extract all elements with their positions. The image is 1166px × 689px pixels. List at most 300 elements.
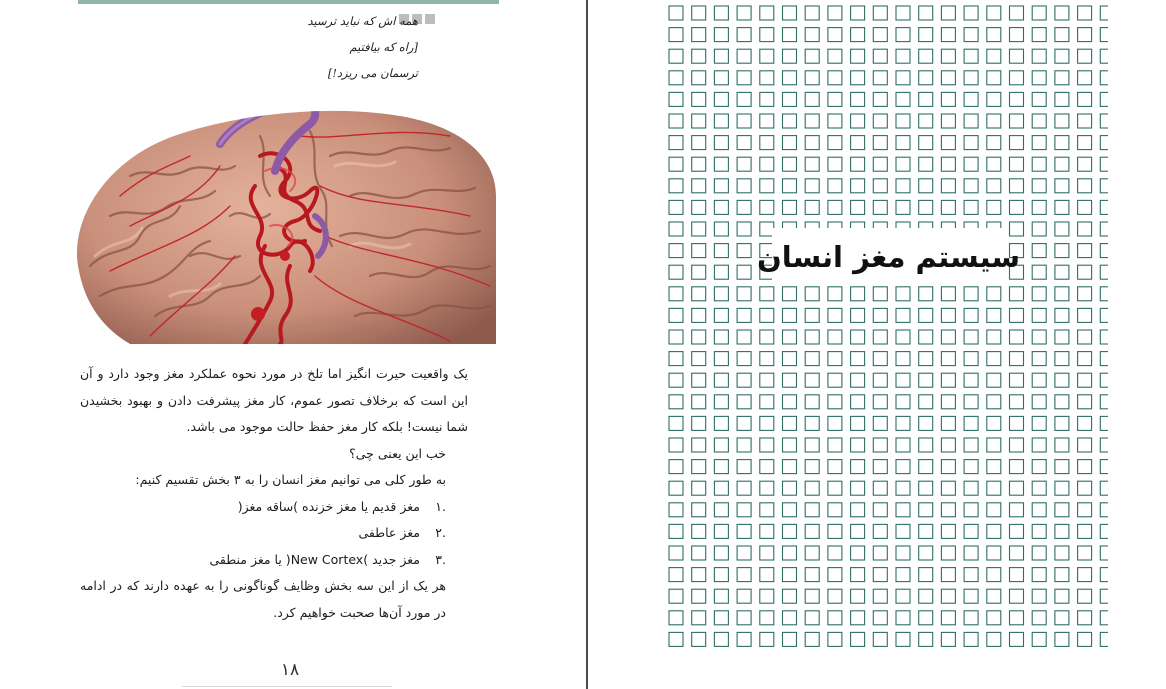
- grid-square: [873, 589, 887, 603]
- grid-square: [1078, 589, 1092, 603]
- grid-square: [1078, 568, 1092, 582]
- grid-square: [964, 179, 978, 193]
- grid-square: [737, 222, 751, 236]
- grid-square: [1078, 373, 1092, 387]
- grid-square: [805, 200, 819, 214]
- grid-square: [783, 49, 797, 63]
- grid-square: [783, 611, 797, 625]
- grid-square: [1010, 179, 1024, 193]
- grid-square: [941, 395, 955, 409]
- grid-square: [805, 287, 819, 301]
- grid-square: [737, 92, 751, 106]
- grid-square: [964, 92, 978, 106]
- grid-square: [737, 395, 751, 409]
- grid-square: [964, 287, 978, 301]
- grid-square: [805, 438, 819, 452]
- grid-square: [873, 287, 887, 301]
- grid-square: [919, 330, 933, 344]
- grid-square: [714, 157, 728, 171]
- grid-square: [669, 49, 683, 63]
- grid-square: [873, 308, 887, 322]
- grid-square: [851, 589, 865, 603]
- grid-square: [964, 632, 978, 646]
- grid-square: [851, 632, 865, 646]
- grid-square: [964, 114, 978, 128]
- grid-square: [896, 6, 910, 20]
- grid-square: [737, 308, 751, 322]
- grid-square: [714, 589, 728, 603]
- grid-square: [714, 136, 728, 150]
- grid-square: [873, 28, 887, 42]
- grid-square: [873, 632, 887, 646]
- grid-square: [828, 503, 842, 517]
- grid-square: [941, 481, 955, 495]
- grid-square: [1055, 92, 1069, 106]
- grid-square: [941, 92, 955, 106]
- grid-square: [1055, 222, 1069, 236]
- intro-line: به طور کلی می توانیم مغز انسان را به ۳ بخش تقسیم کنیم:: [135, 472, 446, 487]
- grid-square: [1010, 352, 1024, 366]
- grid-square: [1078, 265, 1092, 279]
- grid-square: [1078, 546, 1092, 560]
- grid-square: [1055, 330, 1069, 344]
- grid-square: [1055, 244, 1069, 258]
- grid-square: [896, 287, 910, 301]
- grid-square: [692, 460, 706, 474]
- grid-square: [737, 179, 751, 193]
- grid-square: [669, 179, 683, 193]
- grid-square: [1055, 157, 1069, 171]
- grid-square: [941, 632, 955, 646]
- grid-square: [737, 49, 751, 63]
- grid-square: [1010, 481, 1024, 495]
- grid-square: [1010, 546, 1024, 560]
- grid-square: [919, 287, 933, 301]
- grid-square: [669, 373, 683, 387]
- grid-square: [1032, 92, 1046, 106]
- grid-square: [919, 308, 933, 322]
- quote-line-2: [راه که بيافتيم: [349, 40, 418, 54]
- grid-square: [1078, 481, 1092, 495]
- grid-square: [896, 503, 910, 517]
- grid-square: [692, 330, 706, 344]
- grid-square: [805, 460, 819, 474]
- body-text: [80, 361, 468, 626]
- grid-square: [714, 568, 728, 582]
- grid-square: [1078, 28, 1092, 42]
- brain-parts-list: [80, 494, 468, 574]
- grid-square: [692, 373, 706, 387]
- grid-square: [964, 157, 978, 171]
- grid-square: [783, 6, 797, 20]
- grid-square: [828, 330, 842, 344]
- grid-square: [828, 481, 842, 495]
- grid-square: [669, 438, 683, 452]
- grid-square: [669, 6, 683, 20]
- grid-square: [1010, 568, 1024, 582]
- grid-square: [1055, 589, 1069, 603]
- grid-square: [1100, 438, 1108, 452]
- grid-square: [1032, 481, 1046, 495]
- grid-square: [805, 481, 819, 495]
- grid-square: [783, 589, 797, 603]
- grid-square: [873, 6, 887, 20]
- grid-square: [941, 114, 955, 128]
- grid-square: [896, 92, 910, 106]
- grid-square: [1055, 179, 1069, 193]
- grid-square: [783, 503, 797, 517]
- grid-square: [964, 373, 978, 387]
- grid-square: [783, 71, 797, 85]
- grid-square: [714, 265, 728, 279]
- grid-square: [1010, 136, 1024, 150]
- grid-square: [714, 460, 728, 474]
- grid-square: [896, 632, 910, 646]
- grid-square: [873, 416, 887, 430]
- grid-square: [828, 438, 842, 452]
- grid-square: [941, 438, 955, 452]
- grid-square: [919, 568, 933, 582]
- grid-square: [692, 568, 706, 582]
- grid-square: [919, 416, 933, 430]
- grid-square: [1032, 114, 1046, 128]
- grid-square: [1032, 395, 1046, 409]
- grid-square: [987, 589, 1001, 603]
- grid-square: [851, 395, 865, 409]
- grid-square: [805, 546, 819, 560]
- grid-square: [714, 373, 728, 387]
- grid-square: [737, 373, 751, 387]
- grid-square: [1032, 200, 1046, 214]
- grid-square: [805, 114, 819, 128]
- grid-square: [964, 568, 978, 582]
- grid-square: [941, 568, 955, 582]
- grid-square: [760, 330, 774, 344]
- grid-square: [1032, 222, 1046, 236]
- grid-square: [760, 6, 774, 20]
- grid-square: [828, 6, 842, 20]
- grid-square: [1010, 92, 1024, 106]
- grid-square: [941, 460, 955, 474]
- grid-square: [919, 352, 933, 366]
- grid-square: [896, 49, 910, 63]
- grid-square: [896, 568, 910, 582]
- grid-square: [987, 546, 1001, 560]
- grid-square: [1010, 438, 1024, 452]
- grid-square: [919, 71, 933, 85]
- grid-square: [873, 179, 887, 193]
- grid-square: [987, 71, 1001, 85]
- grid-square: [692, 136, 706, 150]
- grid-square: [964, 481, 978, 495]
- grid-square: [941, 49, 955, 63]
- grid-square: [714, 6, 728, 20]
- grid-square: [692, 632, 706, 646]
- grid-square: [964, 352, 978, 366]
- grid-square: [669, 222, 683, 236]
- grid-square: [919, 157, 933, 171]
- square-grid-pattern: [668, 5, 1108, 655]
- grid-square: [873, 373, 887, 387]
- grid-square: [919, 503, 933, 517]
- grid-square: [987, 6, 1001, 20]
- grid-square: [1032, 136, 1046, 150]
- grid-square: [669, 287, 683, 301]
- grid-square: [692, 308, 706, 322]
- grid-square: [737, 200, 751, 214]
- grid-square: [828, 92, 842, 106]
- grid-square: [1010, 49, 1024, 63]
- grid-square: [828, 460, 842, 474]
- grid-square: [896, 308, 910, 322]
- grid-square: [919, 524, 933, 538]
- grid-square: [692, 546, 706, 560]
- grid-square: [714, 222, 728, 236]
- grid-square: [851, 6, 865, 20]
- grid-square: [1032, 6, 1046, 20]
- grid-square: [851, 568, 865, 582]
- grid-square: [714, 28, 728, 42]
- grid-square: [714, 179, 728, 193]
- grid-square: [1010, 611, 1024, 625]
- grid-square: [919, 49, 933, 63]
- grid-square: [737, 546, 751, 560]
- grid-square: [1055, 460, 1069, 474]
- grid-square: [737, 330, 751, 344]
- grid-square: [1078, 416, 1092, 430]
- grid-square: [1032, 179, 1046, 193]
- grid-square: [783, 352, 797, 366]
- grid-square: [941, 546, 955, 560]
- grid-square: [783, 157, 797, 171]
- grid-square: [987, 179, 1001, 193]
- grid-square: [714, 611, 728, 625]
- grid-square: [1032, 28, 1046, 42]
- grid-square: [737, 265, 751, 279]
- grid-square: [851, 611, 865, 625]
- grid-square: [714, 71, 728, 85]
- grid-square: [1100, 222, 1108, 236]
- grid-square: [1078, 6, 1092, 20]
- grid-square: [669, 114, 683, 128]
- grid-square: [714, 308, 728, 322]
- grid-square: [737, 589, 751, 603]
- grid-square: [1032, 308, 1046, 322]
- grid-square: [805, 589, 819, 603]
- grid-square: [714, 200, 728, 214]
- grid-square: [873, 92, 887, 106]
- grid-square: [669, 200, 683, 214]
- grid-square: [783, 460, 797, 474]
- grid-square: [669, 136, 683, 150]
- grid-square: [669, 308, 683, 322]
- grid-square: [737, 28, 751, 42]
- grid-square: [828, 611, 842, 625]
- grid-square: [737, 136, 751, 150]
- grid-square: [964, 200, 978, 214]
- grid-square: [1055, 611, 1069, 625]
- grid-square: [828, 373, 842, 387]
- grid-square: [714, 524, 728, 538]
- grid-square: [669, 92, 683, 106]
- grid-square: [1078, 460, 1092, 474]
- grid-square: [896, 157, 910, 171]
- top-accent-bar: [78, 0, 499, 4]
- grid-square: [760, 481, 774, 495]
- quote-line-3: ترسمان می ريزد!]: [327, 66, 418, 80]
- grid-square: [1010, 114, 1024, 128]
- grid-square: [1010, 373, 1024, 387]
- grid-square: [805, 568, 819, 582]
- grid-square: [669, 503, 683, 517]
- grid-square: [919, 114, 933, 128]
- grid-square: [714, 114, 728, 128]
- grid-square: [987, 611, 1001, 625]
- grid-square: [1055, 308, 1069, 322]
- grid-square: [1078, 438, 1092, 452]
- grid-square: [919, 179, 933, 193]
- grid-square: [1032, 568, 1046, 582]
- grid-square: [1010, 200, 1024, 214]
- paragraph-1: یک واقعیت حیرت انگیز اما تلخ در مورد نحوه عملکرد مغز وجود دارد و آن این است که برخلاف تصور عموم، کار مغز پیشرفت دادن و بهبود بخشیدن شما نیست! بلکه کار مغز حفظ حالت موجود می باشد.: [80, 366, 468, 434]
- grid-square: [987, 352, 1001, 366]
- grid-square: [714, 546, 728, 560]
- grid-square: [669, 157, 683, 171]
- grid-square: [692, 438, 706, 452]
- grid-square: [692, 179, 706, 193]
- grid-square: [896, 416, 910, 430]
- grid-square: [1100, 589, 1108, 603]
- grid-square: [760, 136, 774, 150]
- grid-square: [737, 568, 751, 582]
- grid-square: [828, 395, 842, 409]
- grid-square: [851, 308, 865, 322]
- grid-square: [692, 92, 706, 106]
- grid-square: [941, 28, 955, 42]
- grid-square: [828, 114, 842, 128]
- grid-square: [669, 611, 683, 625]
- grid-square: [873, 200, 887, 214]
- grid-square: [783, 395, 797, 409]
- grid-square: [783, 308, 797, 322]
- grid-square: [964, 524, 978, 538]
- grid-square: [1032, 330, 1046, 344]
- grid-square: [896, 611, 910, 625]
- grid-square: [1100, 244, 1108, 258]
- grid-square: [714, 352, 728, 366]
- grid-square: [1010, 589, 1024, 603]
- grid-square: [1100, 352, 1108, 366]
- grid-square: [1032, 71, 1046, 85]
- grid-square: [1055, 287, 1069, 301]
- grid-square: [896, 481, 910, 495]
- grid-square: [987, 503, 1001, 517]
- grid-square: [1100, 568, 1108, 582]
- grid-square: [692, 395, 706, 409]
- grid-square: [828, 49, 842, 63]
- grid-square: [692, 6, 706, 20]
- grid-square: [1078, 352, 1092, 366]
- grid-square: [964, 308, 978, 322]
- grid-square: [805, 157, 819, 171]
- grid-square: [760, 611, 774, 625]
- grid-square: [1010, 222, 1024, 236]
- grid-square: [1055, 503, 1069, 517]
- grid-square: [1078, 503, 1092, 517]
- grid-square: [1078, 244, 1092, 258]
- grid-square: [964, 330, 978, 344]
- grid-square: [896, 524, 910, 538]
- grid-square: [919, 546, 933, 560]
- grid-square: [964, 503, 978, 517]
- grid-square: [964, 546, 978, 560]
- grid-square: [1010, 330, 1024, 344]
- grid-square: [1100, 49, 1108, 63]
- grid-square: [987, 28, 1001, 42]
- grid-square: [669, 71, 683, 85]
- grid-square: [1010, 524, 1024, 538]
- grid-square: [1032, 524, 1046, 538]
- grid-square: [1055, 28, 1069, 42]
- grid-square: [669, 28, 683, 42]
- grid-square: [805, 524, 819, 538]
- grid-square: [737, 352, 751, 366]
- list-item: .۳مغز جدید )New Cortex( یا مغز منطقی: [209, 551, 446, 567]
- chapter-title: سیستم مغز انسان: [757, 240, 1020, 274]
- brain-illustration: [70, 96, 496, 344]
- list-item: .۲مغز عاطفی: [358, 525, 446, 540]
- grid-square: [760, 373, 774, 387]
- grid-square: [783, 92, 797, 106]
- grid-square: [760, 28, 774, 42]
- grid-square: [987, 524, 1001, 538]
- grid-square: [1100, 28, 1108, 42]
- grid-square: [987, 481, 1001, 495]
- grid-square: [941, 157, 955, 171]
- grid-square: [964, 395, 978, 409]
- grid-square: [941, 179, 955, 193]
- grid-square: [805, 49, 819, 63]
- grid-square: [987, 416, 1001, 430]
- grid-square: [828, 632, 842, 646]
- grid-square: [873, 460, 887, 474]
- grid-square: [987, 92, 1001, 106]
- grid-square: [783, 546, 797, 560]
- grid-square: [941, 503, 955, 517]
- grid-square: [714, 438, 728, 452]
- grid-square: [760, 438, 774, 452]
- grid-square: [896, 438, 910, 452]
- grid-square: [851, 49, 865, 63]
- grid-square: [1078, 71, 1092, 85]
- grid-square: [714, 92, 728, 106]
- grid-square: [692, 28, 706, 42]
- grid-square: [873, 114, 887, 128]
- grid-square: [964, 136, 978, 150]
- grid-square: [1100, 395, 1108, 409]
- grid-square: [1010, 287, 1024, 301]
- grid-square: [805, 352, 819, 366]
- grid-square: [669, 568, 683, 582]
- grid-square: [669, 546, 683, 560]
- grid-square: [1055, 114, 1069, 128]
- grid-square: [896, 395, 910, 409]
- grid-square: [828, 179, 842, 193]
- grid-square: [851, 200, 865, 214]
- grid-square: [805, 503, 819, 517]
- grid-square: [1100, 157, 1108, 171]
- grid-square: [737, 416, 751, 430]
